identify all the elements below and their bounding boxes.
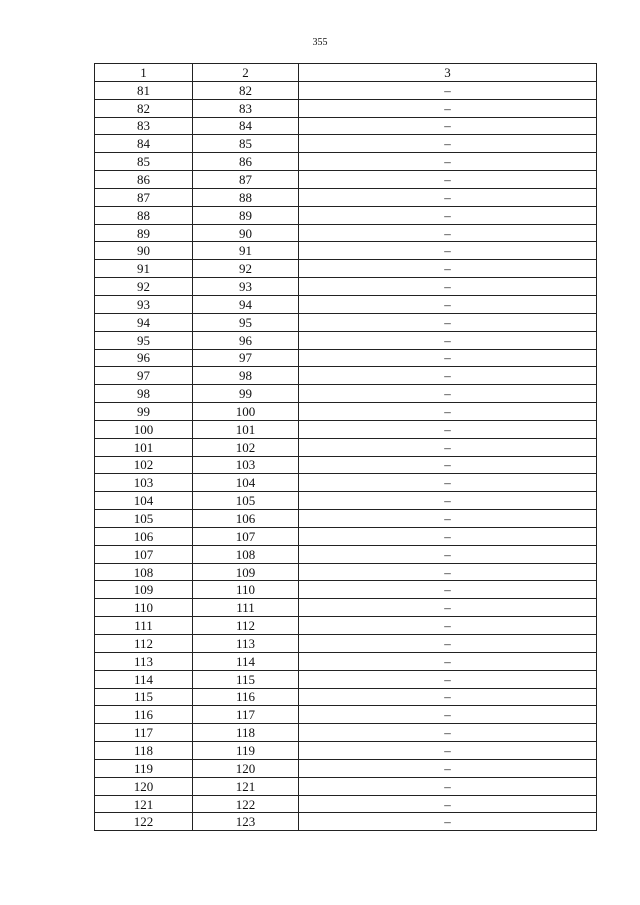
table-cell-col-3: – bbox=[299, 759, 597, 777]
table-cell-col-1: 93 bbox=[95, 295, 193, 313]
table-cell-col-3: – bbox=[299, 153, 597, 171]
table-row bbox=[95, 742, 597, 760]
data-table bbox=[94, 63, 597, 831]
table-cell-col-1: 82 bbox=[95, 99, 193, 117]
table-cell-col-3: – bbox=[299, 510, 597, 528]
table-cell-col-1: 97 bbox=[95, 367, 193, 385]
table-cell-col-2: 105 bbox=[193, 492, 299, 510]
table-cell-col-3: – bbox=[299, 795, 597, 813]
table-cell-col-1: 111 bbox=[95, 617, 193, 635]
table-cell-col-3: – bbox=[299, 474, 597, 492]
table-row bbox=[95, 795, 597, 813]
table-row bbox=[95, 206, 597, 224]
table-cell-col-3: – bbox=[299, 456, 597, 474]
table-row bbox=[95, 153, 597, 171]
table-cell-col-2: 120 bbox=[193, 759, 299, 777]
table-cell-col-3: – bbox=[299, 724, 597, 742]
table-cell-col-3: – bbox=[299, 242, 597, 260]
table-cell-col-1: 114 bbox=[95, 670, 193, 688]
table-cell-col-2: 101 bbox=[193, 420, 299, 438]
table-cell-col-3: – bbox=[299, 492, 597, 510]
table-cell-col-2: 85 bbox=[193, 135, 299, 153]
table-row bbox=[95, 171, 597, 189]
table-cell-col-3: – bbox=[299, 188, 597, 206]
table-cell-col-3: – bbox=[299, 688, 597, 706]
table-row bbox=[95, 438, 597, 456]
table-cell-col-3: – bbox=[299, 563, 597, 581]
table-cell-col-2: 92 bbox=[193, 260, 299, 278]
table-cell-col-2: 97 bbox=[193, 349, 299, 367]
table-row bbox=[95, 813, 597, 831]
table-cell-col-3: – bbox=[299, 777, 597, 795]
table-row bbox=[95, 81, 597, 99]
column-header-1: 1 bbox=[95, 64, 193, 82]
table-row bbox=[95, 135, 597, 153]
table-cell-col-3: – bbox=[299, 617, 597, 635]
table-cell-col-2: 83 bbox=[193, 99, 299, 117]
table-cell-col-2: 113 bbox=[193, 635, 299, 653]
table-cell-col-3: – bbox=[299, 742, 597, 760]
table-cell-col-3: – bbox=[299, 81, 597, 99]
table-row bbox=[95, 777, 597, 795]
table-cell-col-2: 91 bbox=[193, 242, 299, 260]
table-cell-col-3: – bbox=[299, 224, 597, 242]
table-cell-col-2: 100 bbox=[193, 403, 299, 421]
table-cell-col-1: 96 bbox=[95, 349, 193, 367]
table-cell-col-2: 86 bbox=[193, 153, 299, 171]
table-row bbox=[95, 581, 597, 599]
table-row bbox=[95, 456, 597, 474]
table-cell-col-2: 94 bbox=[193, 295, 299, 313]
table-row bbox=[95, 224, 597, 242]
table-body bbox=[95, 81, 597, 830]
table-cell-col-3: – bbox=[299, 171, 597, 189]
table-header bbox=[95, 64, 597, 82]
table-row bbox=[95, 99, 597, 117]
table-cell-col-1: 118 bbox=[95, 742, 193, 760]
table-cell-col-3: – bbox=[299, 420, 597, 438]
table-row bbox=[95, 545, 597, 563]
table-cell-col-1: 101 bbox=[95, 438, 193, 456]
table-cell-col-2: 121 bbox=[193, 777, 299, 795]
table-cell-col-1: 87 bbox=[95, 188, 193, 206]
table-row bbox=[95, 349, 597, 367]
table-row bbox=[95, 510, 597, 528]
table-row bbox=[95, 117, 597, 135]
table-cell-col-1: 120 bbox=[95, 777, 193, 795]
table-cell-col-1: 122 bbox=[95, 813, 193, 831]
table-cell-col-3: – bbox=[299, 99, 597, 117]
table-cell-col-3: – bbox=[299, 438, 597, 456]
table-cell-col-1: 110 bbox=[95, 599, 193, 617]
table-cell-col-3: – bbox=[299, 278, 597, 296]
table-cell-col-2: 114 bbox=[193, 652, 299, 670]
column-header-2: 2 bbox=[193, 64, 299, 82]
table-row bbox=[95, 724, 597, 742]
table-cell-col-1: 100 bbox=[95, 420, 193, 438]
table-cell-col-2: 122 bbox=[193, 795, 299, 813]
table-cell-col-1: 90 bbox=[95, 242, 193, 260]
table-cell-col-1: 105 bbox=[95, 510, 193, 528]
table-cell-col-2: 112 bbox=[193, 617, 299, 635]
table-cell-col-1: 106 bbox=[95, 527, 193, 545]
column-header-3: 3 bbox=[299, 64, 597, 82]
table-cell-col-2: 106 bbox=[193, 510, 299, 528]
table-cell-col-3: – bbox=[299, 403, 597, 421]
table-row bbox=[95, 260, 597, 278]
table-row bbox=[95, 474, 597, 492]
table-cell-col-2: 88 bbox=[193, 188, 299, 206]
table-cell-col-2: 95 bbox=[193, 313, 299, 331]
table-cell-col-3: – bbox=[299, 599, 597, 617]
data-table-container bbox=[94, 63, 596, 831]
table-cell-col-2: 116 bbox=[193, 688, 299, 706]
header-row bbox=[95, 64, 597, 82]
table-row bbox=[95, 652, 597, 670]
table-cell-col-1: 108 bbox=[95, 563, 193, 581]
table-row bbox=[95, 599, 597, 617]
table-cell-col-3: – bbox=[299, 313, 597, 331]
table-row bbox=[95, 242, 597, 260]
table-cell-col-2: 108 bbox=[193, 545, 299, 563]
table-cell-col-1: 99 bbox=[95, 403, 193, 421]
table-cell-col-1: 92 bbox=[95, 278, 193, 296]
table-cell-col-2: 99 bbox=[193, 385, 299, 403]
table-cell-col-2: 117 bbox=[193, 706, 299, 724]
table-cell-col-3: – bbox=[299, 581, 597, 599]
table-cell-col-1: 115 bbox=[95, 688, 193, 706]
table-cell-col-3: – bbox=[299, 635, 597, 653]
table-cell-col-3: – bbox=[299, 652, 597, 670]
table-cell-col-2: 109 bbox=[193, 563, 299, 581]
table-row bbox=[95, 706, 597, 724]
table-cell-col-1: 84 bbox=[95, 135, 193, 153]
table-cell-col-3: – bbox=[299, 349, 597, 367]
table-row bbox=[95, 688, 597, 706]
table-cell-col-2: 103 bbox=[193, 456, 299, 474]
table-cell-col-1: 119 bbox=[95, 759, 193, 777]
table-cell-col-3: – bbox=[299, 545, 597, 563]
table-cell-col-3: – bbox=[299, 260, 597, 278]
table-row bbox=[95, 635, 597, 653]
table-cell-col-1: 116 bbox=[95, 706, 193, 724]
table-cell-col-1: 102 bbox=[95, 456, 193, 474]
table-row bbox=[95, 420, 597, 438]
table-row bbox=[95, 188, 597, 206]
table-cell-col-1: 88 bbox=[95, 206, 193, 224]
table-row bbox=[95, 295, 597, 313]
table-cell-col-2: 119 bbox=[193, 742, 299, 760]
table-cell-col-1: 86 bbox=[95, 171, 193, 189]
table-row bbox=[95, 617, 597, 635]
table-cell-col-2: 123 bbox=[193, 813, 299, 831]
table-row bbox=[95, 313, 597, 331]
table-cell-col-2: 89 bbox=[193, 206, 299, 224]
table-cell-col-1: 113 bbox=[95, 652, 193, 670]
table-row bbox=[95, 759, 597, 777]
table-cell-col-1: 83 bbox=[95, 117, 193, 135]
table-cell-col-3: – bbox=[299, 367, 597, 385]
page-number: 355 bbox=[312, 37, 328, 48]
table-cell-col-1: 85 bbox=[95, 153, 193, 171]
table-cell-col-1: 112 bbox=[95, 635, 193, 653]
table-cell-col-1: 81 bbox=[95, 81, 193, 99]
table-cell-col-2: 82 bbox=[193, 81, 299, 99]
table-cell-col-2: 93 bbox=[193, 278, 299, 296]
table-row bbox=[95, 670, 597, 688]
table-cell-col-1: 89 bbox=[95, 224, 193, 242]
table-cell-col-2: 110 bbox=[193, 581, 299, 599]
table-cell-col-2: 90 bbox=[193, 224, 299, 242]
table-row bbox=[95, 403, 597, 421]
table-cell-col-1: 104 bbox=[95, 492, 193, 510]
table-cell-col-2: 118 bbox=[193, 724, 299, 742]
table-cell-col-3: – bbox=[299, 117, 597, 135]
table-row bbox=[95, 563, 597, 581]
table-cell-col-1: 107 bbox=[95, 545, 193, 563]
table-row bbox=[95, 385, 597, 403]
table-cell-col-3: – bbox=[299, 331, 597, 349]
table-row bbox=[95, 492, 597, 510]
table-cell-col-2: 84 bbox=[193, 117, 299, 135]
table-cell-col-3: – bbox=[299, 135, 597, 153]
table-cell-col-1: 103 bbox=[95, 474, 193, 492]
table-cell-col-2: 115 bbox=[193, 670, 299, 688]
table-cell-col-1: 117 bbox=[95, 724, 193, 742]
table-cell-col-1: 121 bbox=[95, 795, 193, 813]
table-cell-col-2: 104 bbox=[193, 474, 299, 492]
table-cell-col-1: 95 bbox=[95, 331, 193, 349]
table-cell-col-2: 98 bbox=[193, 367, 299, 385]
table-cell-col-3: – bbox=[299, 527, 597, 545]
table-cell-col-2: 102 bbox=[193, 438, 299, 456]
table-cell-col-1: 94 bbox=[95, 313, 193, 331]
table-cell-col-3: – bbox=[299, 206, 597, 224]
table-cell-col-2: 87 bbox=[193, 171, 299, 189]
table-row bbox=[95, 278, 597, 296]
table-cell-col-2: 96 bbox=[193, 331, 299, 349]
table-cell-col-1: 109 bbox=[95, 581, 193, 599]
table-cell-col-3: – bbox=[299, 813, 597, 831]
table-cell-col-3: – bbox=[299, 295, 597, 313]
table-row bbox=[95, 367, 597, 385]
table-row bbox=[95, 331, 597, 349]
table-cell-col-1: 91 bbox=[95, 260, 193, 278]
table-cell-col-2: 107 bbox=[193, 527, 299, 545]
table-cell-col-3: – bbox=[299, 670, 597, 688]
table-cell-col-3: – bbox=[299, 385, 597, 403]
table-cell-col-3: – bbox=[299, 706, 597, 724]
table-row bbox=[95, 527, 597, 545]
table-cell-col-2: 111 bbox=[193, 599, 299, 617]
table-cell-col-1: 98 bbox=[95, 385, 193, 403]
